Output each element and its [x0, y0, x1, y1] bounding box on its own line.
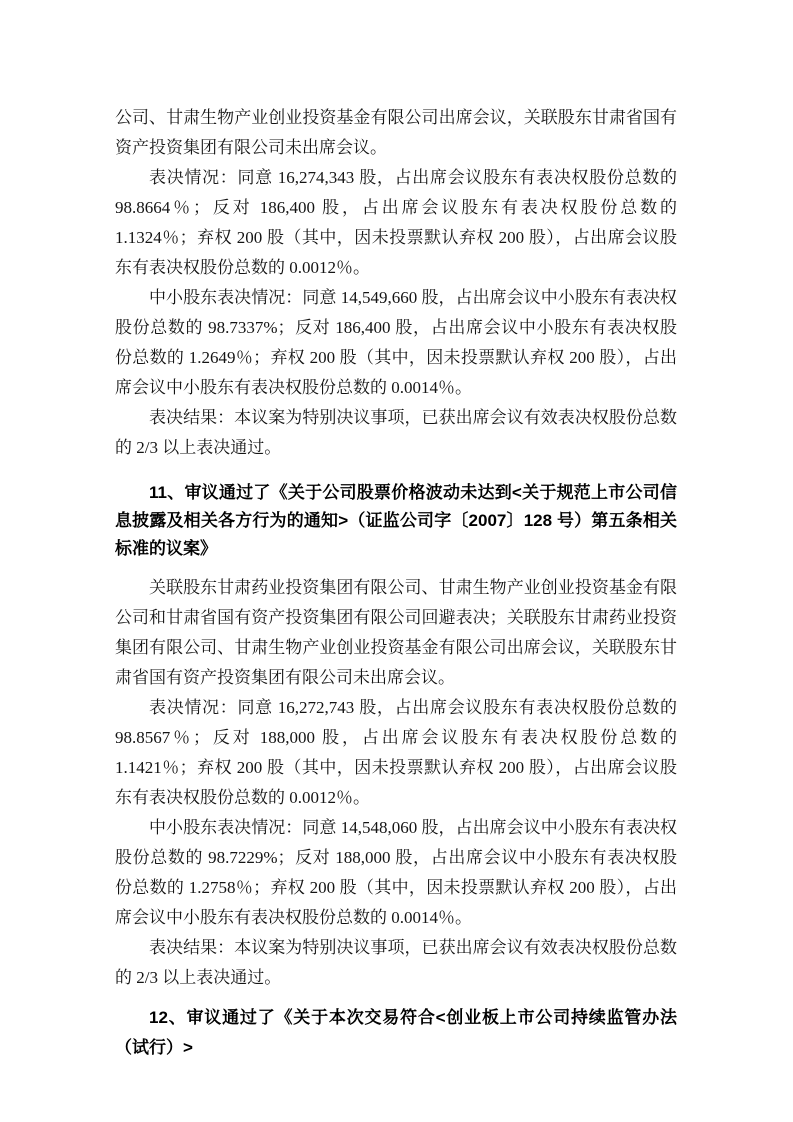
- paragraph-item11-recusal: 关联股东甘肃药业投资集团有限公司、甘肃生物产业创业投资基金有限公司和甘肃省国有资产投资集团有限公司回避表决；关联股东甘肃药业投资集团有限公司、甘肃生物产业创业投资基金有限公司出席会议，关联股东甘肃省国有资产投资集团有限公司未出席会议。: [115, 578, 677, 687]
- paragraph-item10-vote-overall: 表决情况：同意 16,274,343 股，占出席会议股东有表决权股份总数的 98.8664％；反对 186,400 股，占出席会议股东有表决权股份总数的 1.1324％；弃权 200 股（其中，因未投票默认弃权 200 股），占出席会议股东有表决权股份总数的 0.0012％。: [115, 168, 677, 277]
- paragraph-item10-vote-minority: 中小股东表决情况：同意 14,549,660 股，占出席会议中小股东有表决权股份总数的 98.7337%；反对 186,400 股，占出席会议中小股东有表决权股份总数的 1.2649％；弃权 200 股（其中，因未投票默认弃权 200 股），占出席会议中小股东有表决权股份总数的 0.0014％。: [115, 288, 677, 397]
- paragraph-item11-vote-minority: 中小股东表决情况：同意 14,548,060 股，占出席会议中小股东有表决权股份总数的 98.7229%；反对 188,000 股，占出席会议中小股东有表决权股份总数的 1.2758％；弃权 200 股（其中，因未投票默认弃权 200 股），占出席会议中小股东有表决权股份总数的 0.0014％。: [115, 818, 677, 927]
- paragraph-item11-vote-overall: 表决情况：同意 16,272,743 股，占出席会议股东有表决权股份总数的 98.8567％；反对 188,000 股，占出席会议股东有表决权股份总数的 1.1421％；弃权 200 股（其中，因未投票默认弃权 200 股），占出席会议股东有表决权股份总数的 0.0012％。: [115, 698, 677, 807]
- heading-item-11: 11、审议通过了《关于公司股票价格波动未达到<关于规范上市公司信息披露及相关各方行为的通知>（证监公司字〔2007〕128 号）第五条相关标准的议案》: [115, 483, 677, 558]
- paragraph-item10-attendance-continued: 公司、甘肃生物产业创业投资基金有限公司出席会议，关联股东甘肃省国有资产投资集团有限公司未出席会议。: [115, 108, 677, 157]
- paragraph-item11-vote-result: 表决结果：本议案为特别决议事项，已获出席会议有效表决权股份总数的 2/3 以上表决通过。: [115, 938, 677, 987]
- heading-item-12: 12、审议通过了《关于本次交易符合<创业板上市公司持续监管办法（试行）>: [115, 1008, 677, 1057]
- paragraph-item10-vote-result: 表决结果：本议案为特别决议事项，已获出席会议有效表决权股份总数的 2/3 以上表决通过。: [115, 408, 677, 457]
